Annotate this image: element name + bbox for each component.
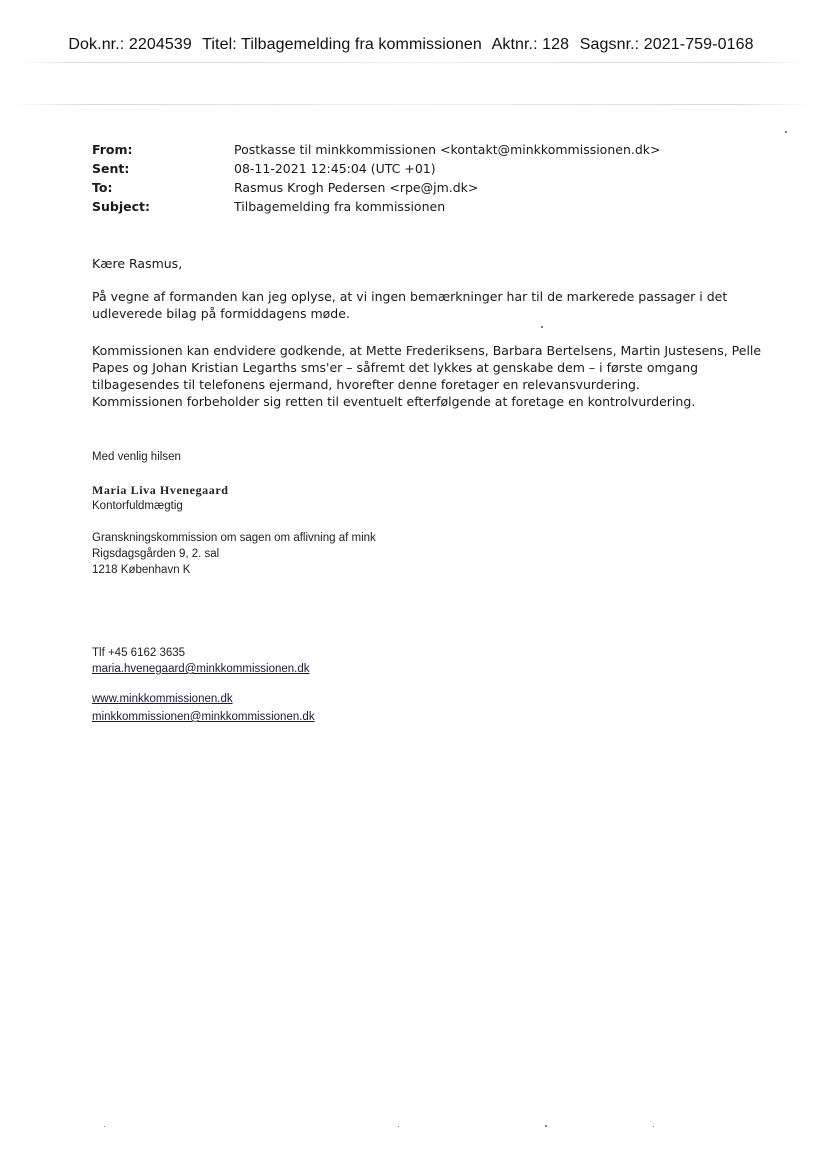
subject-label: Subject: — [92, 199, 150, 214]
document-header — [0, 36, 828, 54]
paragraph-2-line: Kommissionen kan endvidere godkende, at Mette Frederiksens, Barbara Bertelsens, Martin Justesens, Pelle — [92, 343, 762, 358]
address-line-2: 1218 København K — [92, 564, 191, 576]
from-row — [92, 140, 661, 159]
to-label: To: — [92, 180, 113, 195]
scan-speck — [541, 326, 543, 328]
organization-name: Granskningskommission om sagen om aflivning af mink — [92, 532, 376, 544]
to-row — [92, 178, 661, 197]
sent-row — [92, 159, 661, 178]
paragraph-1 — [92, 288, 732, 322]
scan-speck — [653, 1126, 654, 1127]
sent-label: Sent: — [92, 161, 130, 176]
from-value: Postkasse til minkkommissionen <kontakt@minkkommissionen.dk> — [234, 142, 661, 157]
address-line-1: Rigsdagsgården 9, 2. sal — [92, 548, 220, 560]
phone-number: Tlf +45 6162 3635 — [92, 647, 186, 659]
general-email-link[interactable]: minkkommissionen@minkkommissionen.dk — [92, 711, 315, 723]
signature-title: Kontorfuldmægtig — [92, 500, 183, 512]
email-header — [92, 140, 661, 216]
scan-artifact-line — [12, 104, 812, 105]
scan-speck — [398, 1126, 399, 1127]
paragraph-1-line: udleverede bilag på formiddagens møde. — [92, 306, 350, 321]
email-link[interactable]: maria.hvenegaard@minkkommissionen.dk — [92, 663, 310, 675]
signature-organization — [92, 530, 376, 578]
paragraph-2-line: Kommissionen forbeholder sig retten til eventuelt efterfølgende at foretage en kontrolvurdering. — [92, 394, 696, 409]
paragraph-2-line: Papes og Johan Kristian Legarths sms'er – såfremt det lykkes at genskabe dem – i første omgang — [92, 360, 699, 375]
greeting: Kære Rasmus, — [92, 256, 183, 271]
scan-speck — [104, 1126, 105, 1127]
akt-number: Aktnr.: 128 — [491, 36, 570, 53]
from-label: From: — [92, 142, 133, 157]
paragraph-1-line: På vegne af formanden kan jeg oplyse, at vi ingen bemærkninger har til de markerede passager i det — [92, 289, 728, 304]
sent-value: 08-11-2021 12:45:04 (UTC +01) — [234, 161, 436, 176]
doc-title: Titel: Tilbagemelding fra kommissionen — [202, 36, 482, 53]
website-link[interactable]: www.minkkommissionen.dk — [92, 693, 233, 705]
subject-value: Tilbagemelding fra kommissionen — [234, 199, 446, 214]
scan-artifact-line — [12, 62, 812, 63]
to-value: Rasmus Krogh Pedersen <rpe@jm.dk> — [234, 180, 479, 195]
doc-number: Dok.nr.: 2204539 — [68, 36, 192, 53]
signature-name: Maria Liva Hvenegaard — [92, 483, 229, 497]
case-number: Sagsnr.: 2021-759-0168 — [579, 36, 754, 53]
paragraph-2 — [92, 342, 762, 410]
signature-closing: Med venlig hilsen — [92, 451, 181, 463]
subject-row — [92, 197, 661, 216]
scan-speck — [545, 1125, 547, 1127]
scan-speck — [785, 131, 787, 133]
paragraph-2-line: tilbagesendes til telefonens ejermand, hvorefter denne foretager en relevansvurdering. — [92, 377, 640, 392]
